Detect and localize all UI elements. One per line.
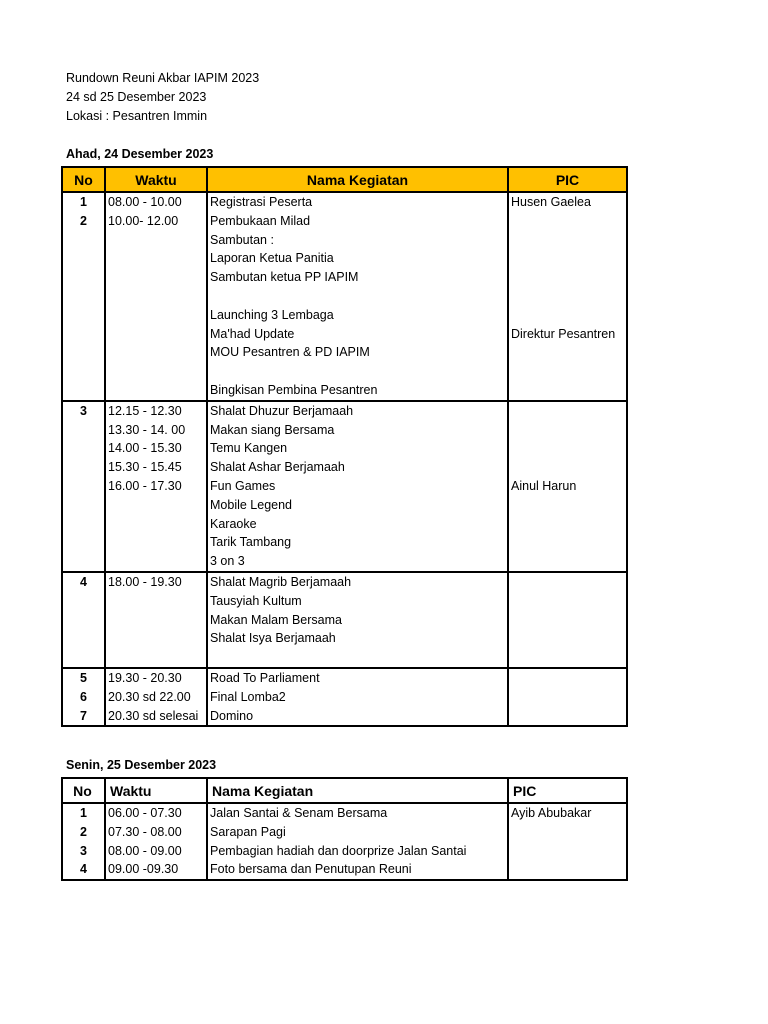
pic-line (511, 823, 624, 842)
waktu-line (108, 592, 204, 611)
no-line: 4 (80, 862, 87, 877)
pic-line (511, 439, 624, 458)
kegiatan-line: Tausyiah Kultum (210, 593, 302, 608)
no-line (65, 592, 102, 611)
doc-dates: 24 sd 25 Desember 2023 (66, 90, 207, 104)
no-line: 3 (80, 843, 87, 858)
waktu-line: 15.30 - 15.45 (108, 460, 182, 475)
no-line: 5 (80, 670, 87, 685)
pic-line: Direktur Pesantren (511, 326, 616, 341)
waktu-line (108, 515, 204, 534)
no-line (65, 552, 102, 571)
kegiatan-line: Foto bersama dan Penutupan Reuni (210, 862, 412, 877)
waktu-line (108, 496, 204, 515)
day2-title: Senin, 25 Desember 2023 (66, 758, 217, 772)
pic-line (511, 249, 624, 268)
kegiatan-line: Shalat Dhuzur Berjamaah (210, 403, 354, 418)
no-line (65, 362, 102, 381)
kegiatan-line: MOU Pesantren & PD IAPIM (210, 345, 370, 360)
cell-pic (508, 572, 627, 668)
waktu-line (108, 629, 204, 648)
doc-title: Rundown Reuni Akbar IAPIM 2023 (66, 71, 260, 85)
cell-kegiatan (207, 401, 508, 572)
table-row (62, 192, 627, 401)
no-line (65, 268, 102, 287)
waktu-line (108, 611, 204, 630)
kegiatan-line: Shalat Ashar Berjamaah (210, 460, 345, 475)
pic-line (511, 860, 624, 879)
cell-pic (508, 192, 627, 401)
table-row (62, 668, 627, 726)
cell-waktu (105, 572, 207, 668)
no-line (65, 325, 102, 344)
cell-pic (508, 803, 627, 880)
no-line (65, 533, 102, 552)
no-line (65, 477, 102, 496)
waktu-line (108, 362, 204, 381)
waktu-line (108, 533, 204, 552)
cell-no (62, 401, 105, 572)
pic-line (511, 592, 624, 611)
no-line (65, 515, 102, 534)
no-line (65, 306, 102, 325)
no-line (65, 439, 102, 458)
no-line: 4 (80, 574, 87, 589)
kegiatan-line: Karaoke (210, 516, 257, 531)
no-line (65, 249, 102, 268)
pic-line: Ayib Abubakar (511, 806, 592, 820)
col-waktu-header: Waktu (105, 167, 207, 192)
kegiatan-line: Shalat Magrib Berjamaah (210, 574, 352, 589)
no-line: 1 (80, 806, 87, 820)
cell-kegiatan (207, 192, 508, 401)
cell-kegiatan (207, 803, 508, 880)
pic-line: Ainul Harun (511, 478, 577, 493)
pic-line (511, 573, 624, 592)
kegiatan-line: Registrasi Peserta (210, 195, 313, 209)
col-kegiatan-header: Nama Kegiatan (207, 778, 508, 803)
kegiatan-line: Pembagian hadiah dan doorprize Jalan Santai (210, 843, 467, 858)
pic-line (511, 287, 624, 306)
kegiatan-line: Sarapan Pagi (210, 824, 286, 839)
kegiatan-line: Sambutan ketua PP IAPIM (210, 270, 359, 285)
col-no-header: No (62, 167, 105, 192)
waktu-line: 13.30 - 14. 00 (108, 422, 186, 437)
kegiatan-line: Bingkisan Pembina Pesantren (210, 382, 378, 397)
cell-waktu (105, 401, 207, 572)
kegiatan-line: Laporan Ketua Panitia (210, 251, 334, 266)
day2-table (61, 777, 628, 881)
pic-line: Husen Gaelea (511, 195, 591, 209)
col-kegiatan-header: Nama Kegiatan (207, 167, 508, 192)
waktu-line: 10.00- 12.00 (108, 213, 179, 228)
cell-kegiatan (207, 668, 508, 726)
no-line (65, 611, 102, 630)
cell-pic (508, 668, 627, 726)
waktu-line (108, 325, 204, 344)
pic-line (511, 533, 624, 552)
day1-title: Ahad, 24 Desember 2023 (66, 147, 214, 161)
kegiatan-line: 3 on 3 (210, 554, 245, 569)
kegiatan-line: Final Lomba2 (210, 689, 286, 704)
pic-line (511, 707, 624, 726)
pic-line (511, 212, 624, 231)
kegiatan-line: Shalat Isya Berjamaah (210, 631, 336, 646)
pic-line (511, 381, 624, 400)
kegiatan-line: Pembukaan Milad (210, 213, 311, 228)
table-row (62, 803, 627, 880)
waktu-line: 19.30 - 20.30 (108, 670, 182, 685)
table-row (62, 401, 627, 572)
col-no-header: No (62, 778, 105, 803)
kegiatan-line: Mobile Legend (210, 497, 293, 512)
waktu-line (108, 268, 204, 287)
waktu-line (108, 343, 204, 362)
kegiatan-line (210, 362, 505, 381)
kegiatan-line: Makan Malam Bersama (210, 612, 342, 627)
day1-table (61, 166, 628, 727)
cell-pic (508, 401, 627, 572)
waktu-line: 16.00 - 17.30 (108, 478, 182, 493)
waktu-line: 18.00 - 19.30 (108, 574, 182, 589)
pic-line (511, 515, 624, 534)
pic-line (511, 362, 624, 381)
waktu-line: 08.00 - 10.00 (108, 195, 182, 209)
cell-kegiatan (207, 572, 508, 668)
pic-line (511, 343, 624, 362)
pic-line (511, 496, 624, 515)
waktu-line (108, 648, 204, 667)
pic-line (511, 669, 624, 688)
cell-waktu (105, 668, 207, 726)
waktu-line: 12.15 - 12.30 (108, 403, 182, 418)
waktu-line: 07.30 - 08.00 (108, 824, 182, 839)
no-line (65, 343, 102, 362)
kegiatan-line: Tarik Tambang (210, 535, 292, 550)
kegiatan-line: Launching 3 Lembaga (210, 307, 334, 322)
no-line: 1 (80, 195, 87, 209)
pic-line (511, 458, 624, 477)
waktu-line: 20.30 sd selesai (108, 708, 199, 723)
cell-no (62, 803, 105, 880)
waktu-line: 14.00 - 15.30 (108, 441, 182, 456)
cell-no (62, 668, 105, 726)
waktu-line: 06.00 - 07.30 (108, 806, 182, 820)
pic-line (511, 688, 624, 707)
pic-line (511, 231, 624, 250)
pic-line (511, 268, 624, 287)
pic-line (511, 648, 624, 667)
no-line (65, 421, 102, 440)
pic-line (511, 421, 624, 440)
no-line (65, 458, 102, 477)
waktu-line: 08.00 - 09.00 (108, 843, 182, 858)
waktu-line (108, 552, 204, 571)
waktu-line (108, 381, 204, 400)
cell-no (62, 192, 105, 401)
kegiatan-line: Temu Kangen (210, 441, 288, 456)
kegiatan-line: Domino (210, 708, 254, 723)
doc-location: Lokasi : Pesantren Immin (66, 109, 208, 123)
pic-line (511, 552, 624, 571)
pic-line (511, 611, 624, 630)
cell-waktu (105, 803, 207, 880)
waktu-line (108, 249, 204, 268)
no-line (65, 496, 102, 515)
kegiatan-line: Jalan Santai & Senam Bersama (210, 806, 388, 820)
waktu-line (108, 287, 204, 306)
no-line (65, 381, 102, 400)
kegiatan-line: Makan siang Bersama (210, 422, 335, 437)
no-line (65, 231, 102, 250)
pic-line (511, 306, 624, 325)
no-line (65, 648, 102, 667)
kegiatan-line (210, 648, 505, 667)
no-line: 2 (80, 213, 87, 228)
col-pic-header: PIC (508, 778, 627, 803)
kegiatan-line: Fun Games (210, 478, 276, 493)
cell-waktu (105, 192, 207, 401)
waktu-line (108, 231, 204, 250)
kegiatan-line (210, 287, 505, 306)
col-pic-header: PIC (508, 167, 627, 192)
col-waktu-header: Waktu (105, 778, 207, 803)
kegiatan-line: Sambutan : (210, 232, 274, 247)
table-row (62, 572, 627, 668)
waktu-line: 09.00 -09.30 (108, 862, 179, 877)
no-line: 3 (80, 403, 87, 418)
no-line (65, 629, 102, 648)
waktu-line: 20.30 sd 22.00 (108, 689, 191, 704)
no-line (65, 287, 102, 306)
kegiatan-line: Ma'had Update (210, 326, 295, 341)
kegiatan-line: Road To Parliament (210, 670, 320, 685)
pic-line (511, 629, 624, 648)
pic-line (511, 842, 624, 861)
no-line: 6 (80, 689, 87, 704)
waktu-line (108, 306, 204, 325)
pic-line (511, 402, 624, 421)
no-line: 7 (80, 708, 87, 723)
no-line: 2 (80, 824, 87, 839)
cell-no (62, 572, 105, 668)
